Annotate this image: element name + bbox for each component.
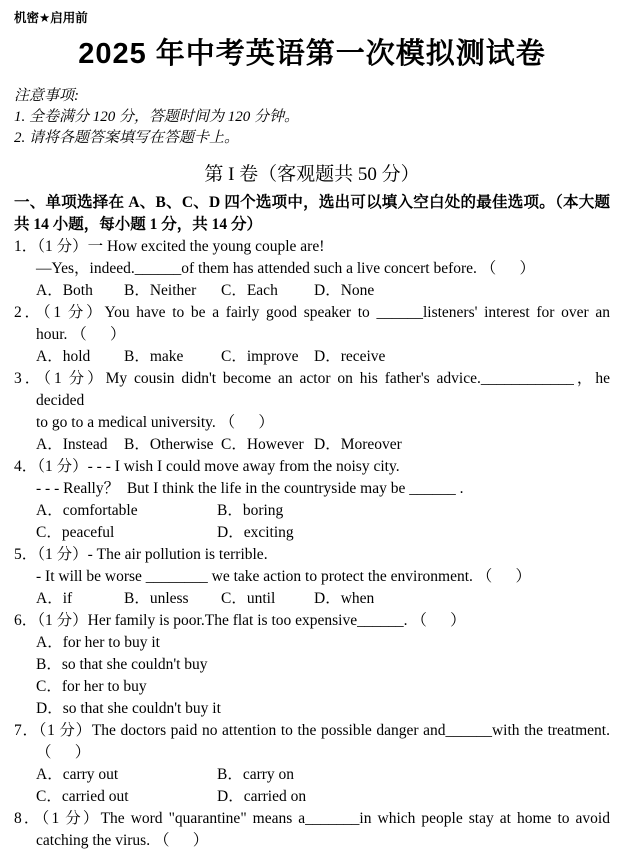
question-number: 5．（1 分） bbox=[14, 546, 88, 563]
question-first-line bbox=[14, 720, 610, 742]
question-line: to go to a medical university. （ ） bbox=[36, 414, 274, 431]
questions bbox=[14, 236, 614, 852]
question-line: - - - Really？ But I think the life in the countryside may be ______ . bbox=[36, 480, 464, 497]
question-block bbox=[14, 544, 610, 610]
question-first-line bbox=[14, 610, 610, 632]
option: A．Instead bbox=[36, 436, 108, 453]
section1-heading bbox=[14, 192, 610, 236]
part1-title: 第 I 卷（客观题共 50 分） bbox=[204, 164, 420, 185]
question-options bbox=[36, 434, 610, 456]
question-text: - The air pollution is terrible. bbox=[87, 546, 268, 563]
question-text: The word "quarantine" means a_______in which people stay at home to avoid bbox=[100, 810, 610, 827]
question-options bbox=[36, 500, 610, 544]
question-text: - - - I wish I could move away from the noisy city. bbox=[87, 458, 400, 475]
option: D．Moreover bbox=[314, 436, 402, 453]
option: D．when bbox=[314, 590, 375, 607]
option: A．comfortable bbox=[36, 502, 138, 519]
note-item: 2. 请将各题答案填写在答题卡上。 bbox=[14, 130, 240, 146]
option: D．exciting bbox=[217, 524, 294, 541]
question-continuation bbox=[36, 742, 610, 764]
question-text: You have to be a fairly good speaker to ______listeners' interest for over an bbox=[104, 304, 610, 321]
option: B．carry on bbox=[217, 766, 295, 783]
option: A．carry out bbox=[36, 766, 119, 783]
question-options bbox=[36, 346, 610, 368]
section-heading-line: 一、单项选择在 A、B、C、D 四个选项中，选出可以填入空白处的最佳选项。（本大题 bbox=[14, 194, 610, 211]
option: D．None bbox=[314, 282, 375, 299]
question-continuation bbox=[36, 412, 610, 434]
question-line: —Yes，indeed.______of them has attended such a live concert before. （ ） bbox=[36, 260, 536, 277]
option: C．However bbox=[221, 436, 304, 453]
section-heading-line: 共 14 小题，每小题 1 分，共 14 分） bbox=[14, 216, 263, 233]
option: B．boring bbox=[217, 502, 284, 519]
classification-label: 机密★启用前 bbox=[14, 11, 88, 25]
question-options bbox=[36, 280, 610, 302]
question-block bbox=[14, 610, 610, 720]
question-continuation bbox=[36, 830, 610, 852]
option: A．Both bbox=[36, 282, 93, 299]
option: B．Otherwise bbox=[124, 436, 214, 453]
question-number: 6．（1 分） bbox=[14, 612, 88, 629]
question-options bbox=[36, 588, 610, 610]
question-block bbox=[14, 720, 610, 808]
option: C．peaceful bbox=[36, 524, 115, 541]
option: C．Each bbox=[221, 282, 278, 299]
question-line: （ ） bbox=[36, 744, 91, 761]
question-first-line bbox=[14, 368, 614, 412]
question-first-line bbox=[14, 808, 610, 830]
question-block bbox=[14, 808, 610, 852]
question-number: 2．（1 分） bbox=[14, 304, 105, 321]
question-number: 1．（1 分） bbox=[14, 238, 88, 255]
question-first-line bbox=[14, 544, 610, 566]
note-item: 1. 全卷满分 120 分，答题时间为 120 分钟。 bbox=[14, 109, 300, 125]
question-line: - It will be worse ________ we take action to protect the environment. （ ） bbox=[36, 568, 532, 585]
option: B．so that she couldn't buy bbox=[36, 656, 208, 673]
question-number: 4．（1 分） bbox=[14, 458, 88, 475]
option: B．unless bbox=[124, 590, 189, 607]
question-first-line bbox=[14, 302, 610, 324]
question-continuation bbox=[36, 478, 610, 500]
option: D．carried on bbox=[217, 788, 307, 805]
question-first-line bbox=[14, 456, 610, 478]
page-title: 2025 年中考英语第一次模拟测试卷 bbox=[78, 38, 546, 70]
question-block bbox=[14, 456, 610, 544]
option: B．make bbox=[124, 348, 184, 365]
question-continuation bbox=[36, 566, 610, 588]
option: B．Neither bbox=[124, 282, 197, 299]
question-options bbox=[36, 764, 610, 808]
question-text: 一 How excited the young couple are! bbox=[87, 238, 325, 255]
notes-section bbox=[14, 86, 610, 149]
question-number: 7．（1 分） bbox=[14, 722, 92, 739]
question-number: 3．（1 分） bbox=[14, 370, 106, 387]
question-line: catching the virus. （ ） bbox=[36, 832, 209, 849]
notes-label: 注意事项: bbox=[14, 88, 79, 104]
question-continuation bbox=[36, 324, 610, 346]
option: C．improve bbox=[221, 348, 299, 365]
option: D．receive bbox=[314, 348, 386, 365]
option: C．carried out bbox=[36, 788, 129, 805]
question-block bbox=[14, 368, 614, 456]
option: A．hold bbox=[36, 348, 91, 365]
question-first-line bbox=[14, 236, 610, 258]
question-text: The doctors paid no attention to the possible danger and______with the treatment. bbox=[91, 722, 610, 739]
option: C．until bbox=[221, 590, 276, 607]
option: A．for her to buy it bbox=[36, 634, 160, 651]
option: D．so that she couldn't buy it bbox=[36, 700, 221, 717]
question-block bbox=[14, 302, 610, 368]
question-line: hour. （ ） bbox=[36, 326, 126, 343]
option: C．for her to buy bbox=[36, 678, 147, 695]
question-block bbox=[14, 236, 610, 302]
question-number: 8．（1 分） bbox=[14, 810, 101, 827]
question-options bbox=[36, 632, 610, 720]
option: A．if bbox=[36, 590, 73, 607]
question-text: Her family is poor.The flat is too expensive______. （ ） bbox=[87, 612, 466, 629]
question-text: My cousin didn't become an actor on his father's advice.____________，he decided bbox=[36, 370, 614, 409]
question-continuation bbox=[36, 258, 610, 280]
